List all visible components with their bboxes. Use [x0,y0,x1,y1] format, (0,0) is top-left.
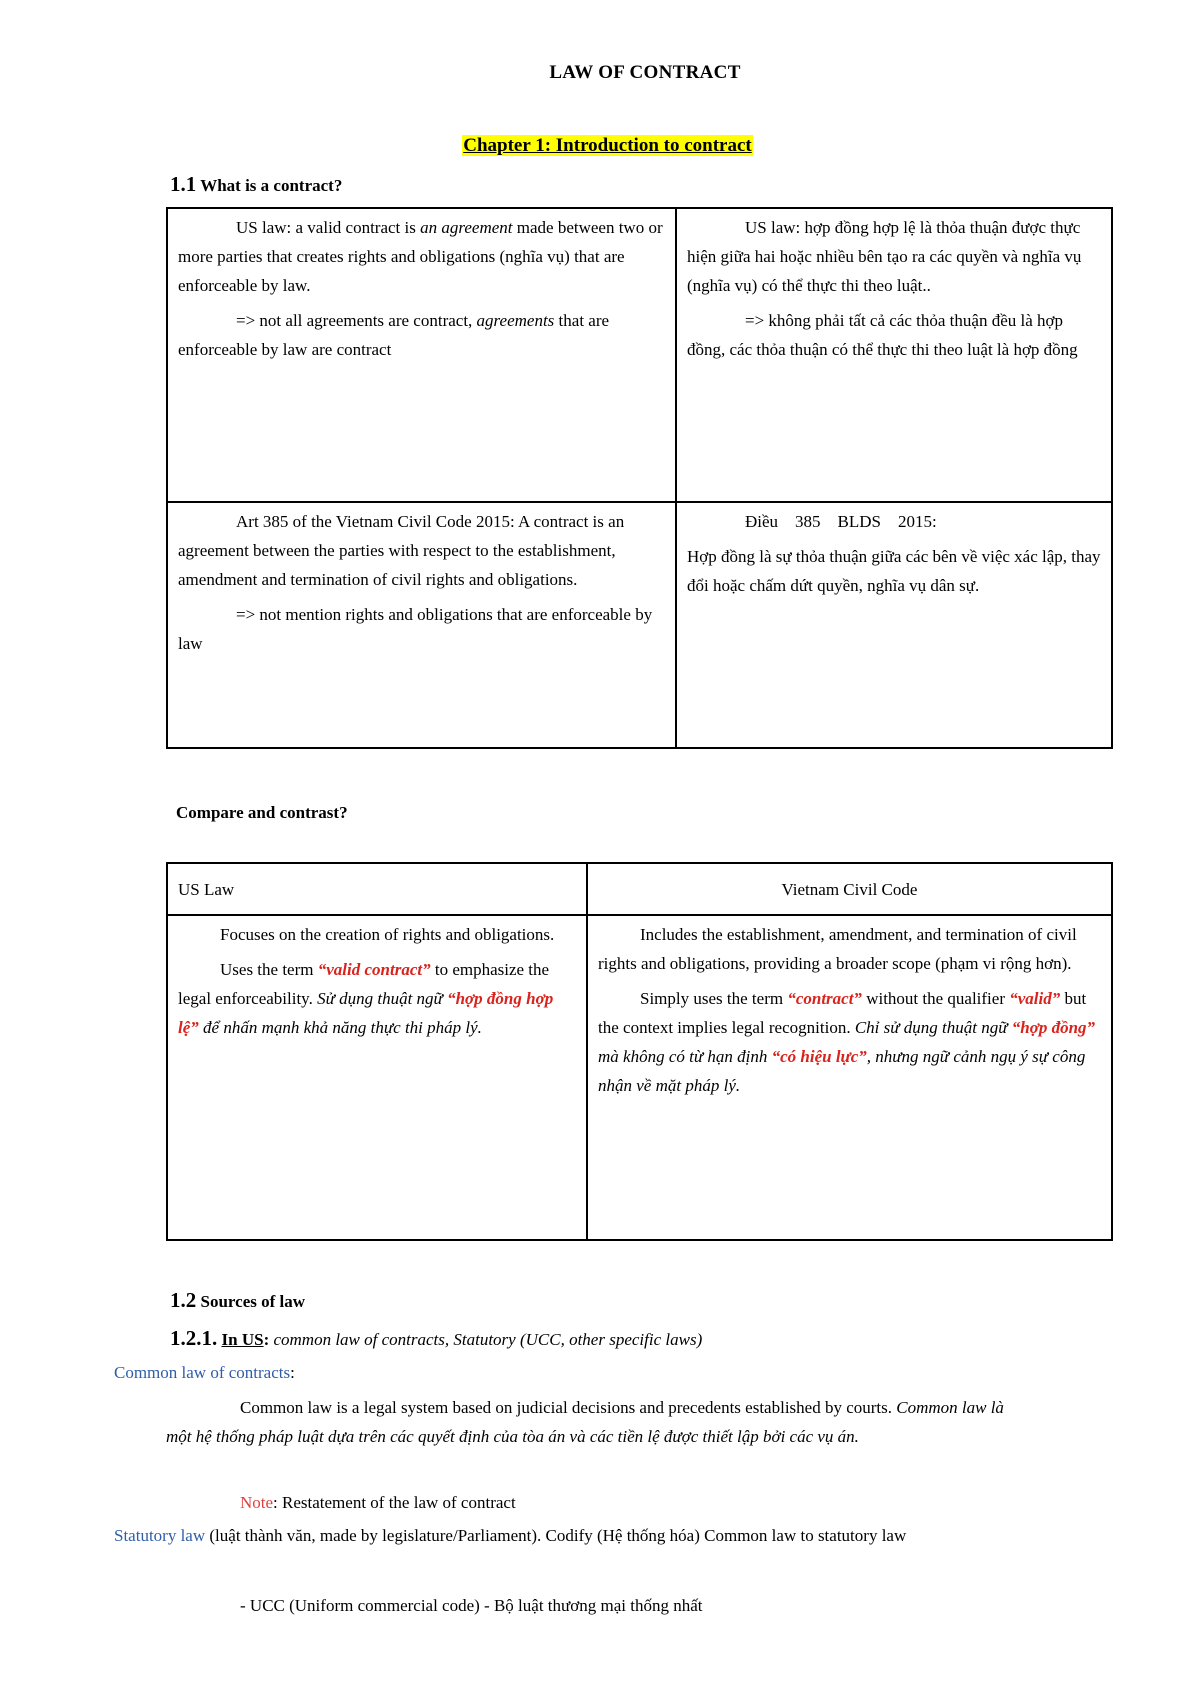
document-title: LAW OF CONTRACT [549,62,741,83]
vn-code-definition-cell: Art 385 of the Vietnam Civil Code 2015: A contract is an agreement between the parties with respect to the establishment, amendment and termination of civil rights and obligations. => not mention rights and obligations that are enforceable by law [167,502,676,748]
section-1-1-heading: 1.1 What is a contract? [170,172,343,196]
comparison-table [166,862,1113,1241]
common-law-paragraph: Common law is a legal system based on judicial decisions and precedents established by courts. Common law là một hệ thống pháp luật dựa trên các quyết định của tòa án và các tiền lệ được thiết lập bởi các vụ án. [166,1398,1004,1446]
note-line: Note: Restatement of the law of contract [240,1493,516,1512]
vietnam-code-comparison-cell: Includes the establishment, amendment, and termination of civil rights and obligations, providing a broader scope (phạm vi rộng hơn). Simply uses the term “contract” without the qualifier “valid” but the context implies legal recognition. Chỉ sử dụng thuật ngữ “hợp đồng” mà không có từ hạn định “có hiệu lực”, nhưng ngữ cảnh ngụ ý sự công nhận về mặt pháp lý. [587,915,1112,1240]
section-1-2-heading: 1.2 Sources of law [170,1288,306,1312]
common-law-label: Common law of contracts: [114,1363,295,1382]
column-header-vietnam-civil-code: Vietnam Civil Code [587,863,1112,915]
section-1-2-1-heading: 1.2.1. In US: common law of contracts, Statutory (UCC, other specific laws) [170,1326,703,1350]
us-law-definition-vi-cell: US law: hợp đồng hợp lệ là thỏa thuận được thực hiện giữa hai hoặc nhiều bên tạo ra các quyền và nghĩa vụ (nghĩa vụ) có thể thực thi theo luật.. => không phải tất cả các thỏa thuận đều là hợp đồng, các thỏa thuận có thể thực thi theo luật là hợp đồng [676,208,1112,502]
us-law-definition-cell: US law: a valid contract is an agreement made between two or more parties that creates rights and obligations (nghĩa vụ) that are enforceable by law. => not all agreements are contract, agreements that are enforceable by law are contract [167,208,676,502]
chapter-heading: Chapter 1: Introduction to contract [463,135,752,156]
vn-code-definition-vi-cell: Điều 385 BLDS 2015: Hợp đồng là sự thỏa thuận giữa các bên về việc xác lập, thay đổi hoặc chấm dứt quyền, nghĩa vụ dân sự. [676,502,1112,748]
us-law-comparison-cell: Focuses on the creation of rights and obligations. Uses the term “valid contract” to emphasize the legal enforceability. Sử dụng thuật ngữ “hợp đồng hợp lệ” để nhấn mạnh khả năng thực thi pháp lý. [167,915,587,1240]
compare-heading: Compare and contrast? [176,803,348,822]
ucc-list-item: - UCC (Uniform commercial code) - Bộ luật thương mại thống nhất [240,1596,703,1615]
definition-table [166,207,1113,749]
column-header-us-law: US Law [167,863,587,915]
statutory-law-paragraph: Statutory law (luật thành văn, made by legislature/Parliament). Codify (Hệ thống hóa) Common law to statutory law [114,1526,907,1545]
